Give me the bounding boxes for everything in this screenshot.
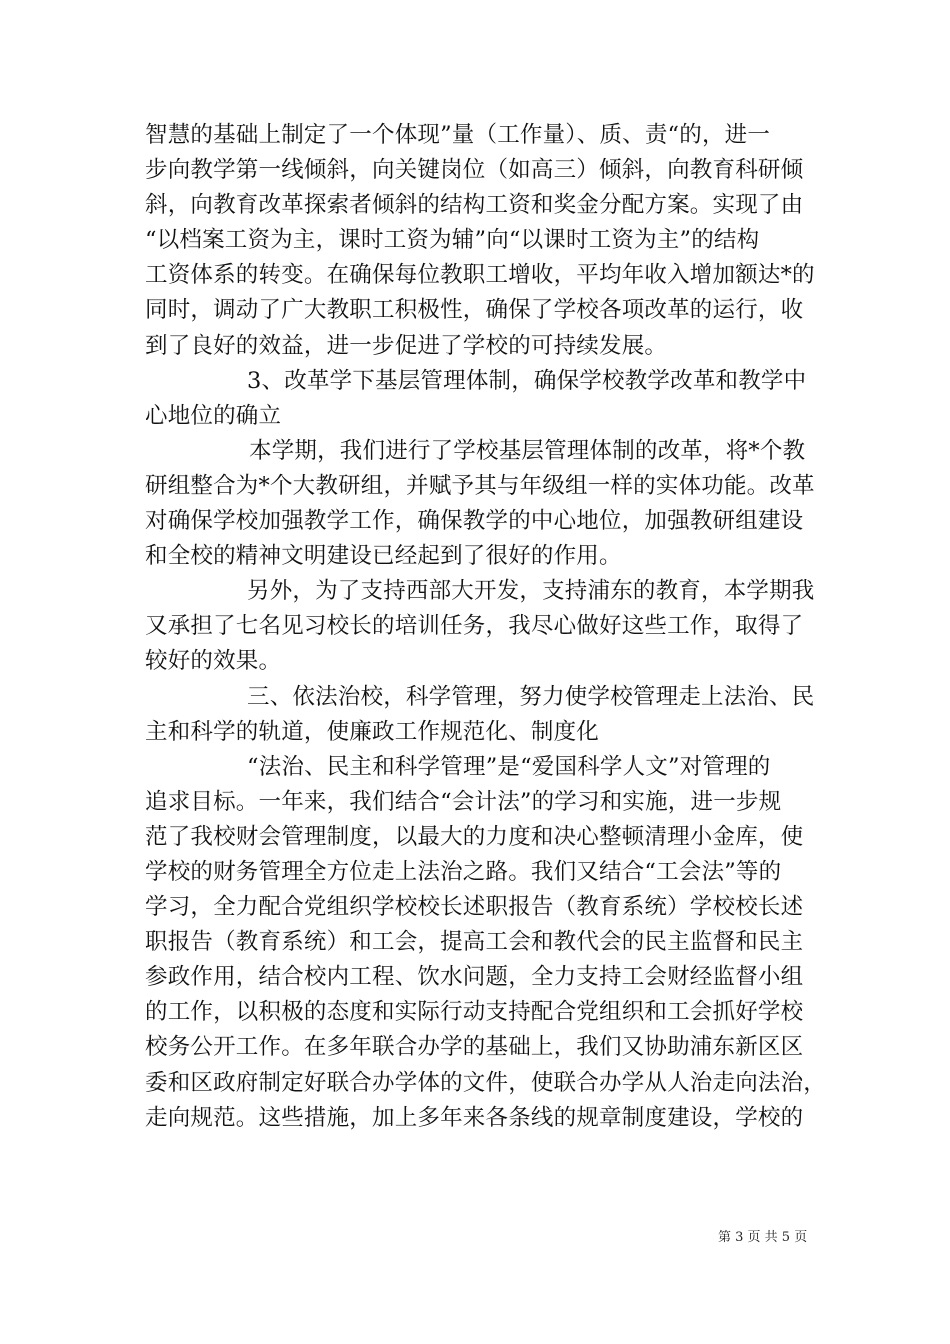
text-line: 斜，向教育改革探索者倾斜的结构工资和奖金分配方案。实现了由 [145,192,804,219]
section-heading-line: 3、改革学下基层管理体制，确保学校教学改革和教学中 [247,367,807,394]
text-line: 参政作用，结合校内工程、饮水问题，全力支持工会财经监督小组 [145,964,804,991]
text-line: 到了良好的效益，进一步促进了学校的可持续发展。 [145,332,668,359]
text-line: 追求目标。一年来，我们结合“会计法”的学习和实施，进一步规 [145,788,782,815]
text-line: 另外，为了支持西部大开发，支持浦东的教育，本学期我 [247,578,815,605]
section-heading-line: 三、依法治校，科学管理，努力使学校管理走上法治、民 [247,683,815,710]
text-line: 较好的效果。 [145,648,282,675]
text-line: 范了我校财会管理制度，以最大的力度和决心整顿清理小金库，使 [145,823,804,850]
text-line: 委和区政府制定好联合办学体的文件，使联合办学从人治走向法治， [145,1069,827,1096]
text-line: 步向教学第一线倾斜，向关键岗位（如高三）倾斜，向教育科研倾 [145,157,804,184]
text-line: 研组整合为*个大教研组，并赋予其与年级组一样的实体功能。改革 [145,472,815,499]
text-line: 本学期，我们进行了学校基层管理体制的改革，将*个教 [249,437,806,464]
text-line: 学校的财务管理全方位走上法治之路。我们又结合“工会法”等的 [145,858,782,885]
section-heading-line: 心地位的确立 [145,402,282,429]
text-line: 对确保学校加强教学工作，确保教学的中心地位，加强教研组建设 [145,508,804,535]
document-body [145,118,827,1136]
text-line: 智慧的基础上制定了一个体现”量（工作量）、质、责“的，进一 [145,122,771,148]
text-line: 职报告（教育系统）和工会，提高工会和教代会的民主监督和民主 [145,929,804,956]
text-line: 同时，调动了广大教职工积极性，确保了学校各项改革的运行，收 [145,297,804,324]
text-line: 工资体系的转变。在确保每位教职工增收，平均年收入增加额达*的 [145,262,815,289]
page-number-footer: 第 3 页 共 5 页 [718,1230,808,1245]
text-line: 学习，全力配合党组织学校校长述职报告（教育系统）学校校长述 [145,894,804,921]
section-heading-line: 主和科学的轨道，使廉政工作规范化、制度化 [145,718,600,745]
text-line: 又承担了七名见习校长的培训任务，我尽心做好这些工作，取得了 [145,613,804,640]
text-line: 和全校的精神文明建设已经起到了很好的作用。 [145,543,622,570]
text-line: “以档案工资为主，课时工资为辅”向“以课时工资为主”的结构 [145,227,760,254]
text-line: 校务公开工作。在多年联合办学的基础上，我们又协助浦东新区区 [145,1034,804,1061]
text-line: “法治、民主和科学管理”是“爱国科学人文”对管理的 [247,753,771,780]
text-line: 走向规范。这些措施，加上多年来各条线的规章制度建设，学校的 [145,1104,804,1131]
text-line: 的工作，以积极的态度和实际行动支持配合党组织和工会抓好学校 [145,999,804,1026]
